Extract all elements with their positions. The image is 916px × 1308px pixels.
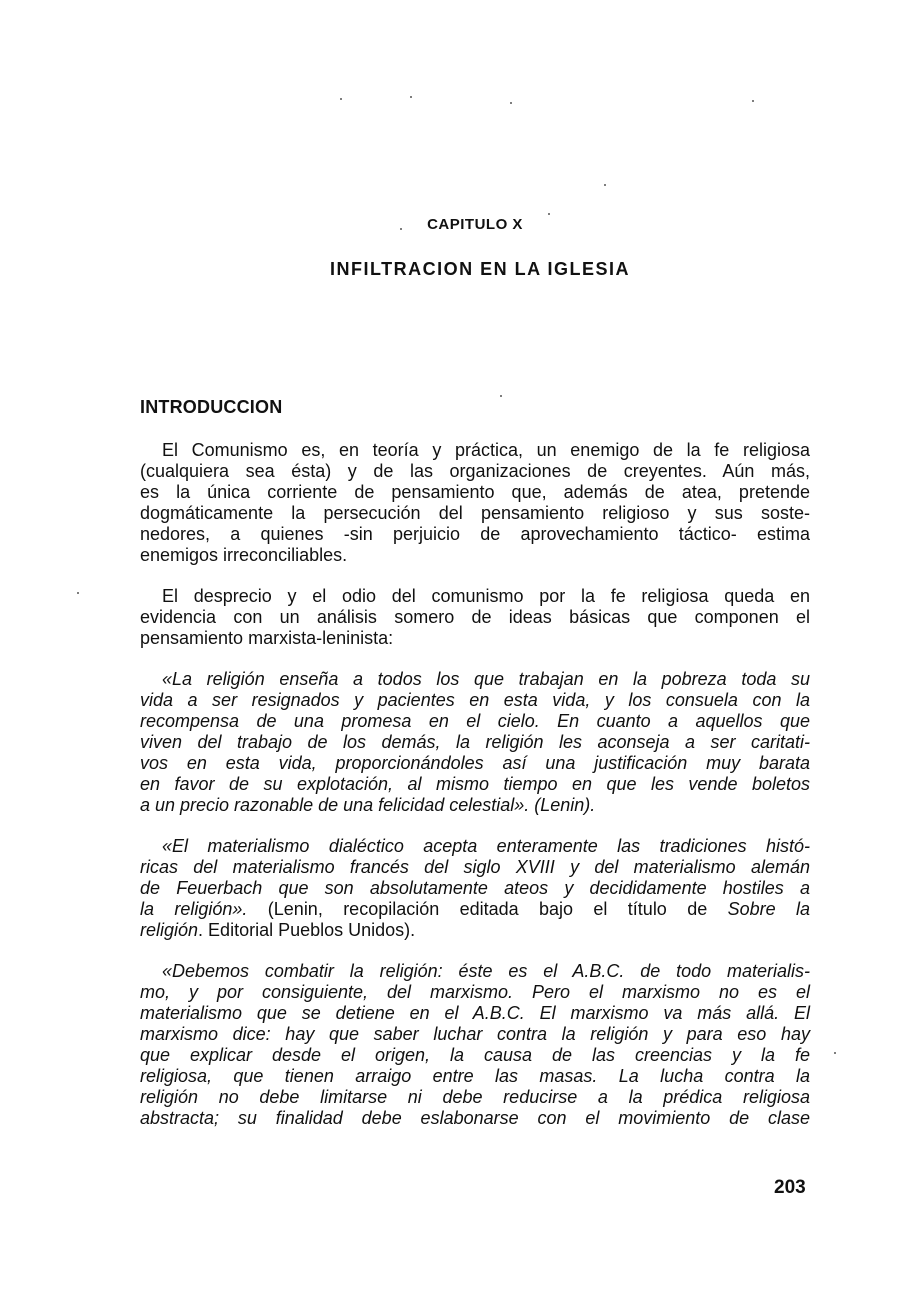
citation-lead: (Lenin, recopilación editada bajo el título de [247,899,728,919]
citation-work-part2: religión [140,920,199,940]
body-text [140,440,810,1149]
section-heading: INTRODUCCION [140,397,283,417]
quote-line: en favor de su explotación, al mismo tiempo en que les vende boletos [140,774,810,794]
quote-line: viven del trabajo de los demás, la religión les aconseja a ser caritati- [140,732,810,752]
quote-line: recompensa de una promesa en el cielo. En cuanto a aquellos que [140,711,810,731]
scan-speck [410,96,412,98]
scan-speck [77,592,79,594]
citation-tail: . Editorial Pueblos Unidos). [198,920,416,940]
text-line: (cualquiera sea ésta) y de las organizaciones de creyentes. Aún más, [140,461,810,481]
scan-speck [752,100,754,102]
chapter-title: INFILTRACION EN LA IGLESIA [330,259,630,279]
scan-speck [510,102,512,104]
quote-3 [140,961,810,1129]
quote-line: «Debemos combatir la religión: éste es el A.B.C. de todo materialis- [162,961,810,981]
quote-line: «La religión enseña a todos los que trabajan en la pobreza toda su [162,669,810,689]
quote-line: marxismo dice: hay que saber luchar contra la religión y para eso hay [140,1024,810,1044]
page-number: 203 [774,1177,806,1198]
paragraph-1 [140,440,810,566]
text-line: enemigos irreconciliables. [140,545,348,565]
scan-speck [604,184,606,186]
scan-speck [834,1052,836,1054]
text-line: es la única corriente de pensamiento que, además de atea, pretende [140,482,810,502]
text-line: pensamiento marxista-leninista: [140,628,394,648]
scan-speck [340,98,342,100]
quote-line: materialismo que se detiene en el A.B.C. El marxismo va más allá. El [140,1003,810,1023]
text-line: nedores, a quienes -sin perjuicio de aprovechamiento táctico- estima [140,524,810,544]
quote-line: que explicar desde el origen, la causa de las creencias y la fe [140,1045,810,1065]
quote-line: religión no debe limitarse ni debe reducirse a la prédica religiosa [140,1087,810,1107]
quote-line [140,920,810,941]
quote-1 [140,669,810,816]
text-line: El desprecio y el odio del comunismo por la fe religiosa queda en [162,586,810,606]
quote-text: la religión». [140,899,248,919]
scan-speck [400,228,402,230]
quote-line: a un precio razonable de una felicidad celestial». (Lenin). [140,795,596,815]
quote-line: ricas del materialismo francés del siglo XVIII y del materialismo alemán [140,857,810,877]
quote-2 [140,836,810,941]
quote-line [140,899,810,920]
scan-speck [548,213,550,215]
text-line: dogmáticamente la persecución del pensamiento religioso y sus soste- [140,503,810,523]
paragraph-2 [140,586,810,649]
quote-line: mo, y por consiguiente, del marxismo. Pero el marxismo no es el [140,982,810,1002]
quote-line: vos en esta vida, proporcionándoles así una justificación muy barata [140,753,810,773]
quote-line: de Feuerbach que son absolutamente ateos y decididamente hostiles a [140,878,810,898]
citation-work-part1: Sobre la [727,899,810,919]
chapter-label: CAPITULO X [427,216,523,233]
quote-line: vida a ser resignados y pacientes en esta vida, y los consuela con la [140,690,810,710]
quote-line: «El materialismo dialéctico acepta enteramente las tradiciones histó- [162,836,810,856]
scan-speck [500,395,502,397]
text-line: evidencia con un análisis somero de ideas básicas que componen el [140,607,810,627]
quote-line: abstracta; su finalidad debe eslabonarse con el movimiento de clase [140,1108,810,1128]
quote-line: religiosa, que tienen arraigo entre las masas. La lucha contra la [140,1066,810,1086]
text-line: El Comunismo es, en teoría y práctica, un enemigo de la fe religiosa [162,440,810,460]
